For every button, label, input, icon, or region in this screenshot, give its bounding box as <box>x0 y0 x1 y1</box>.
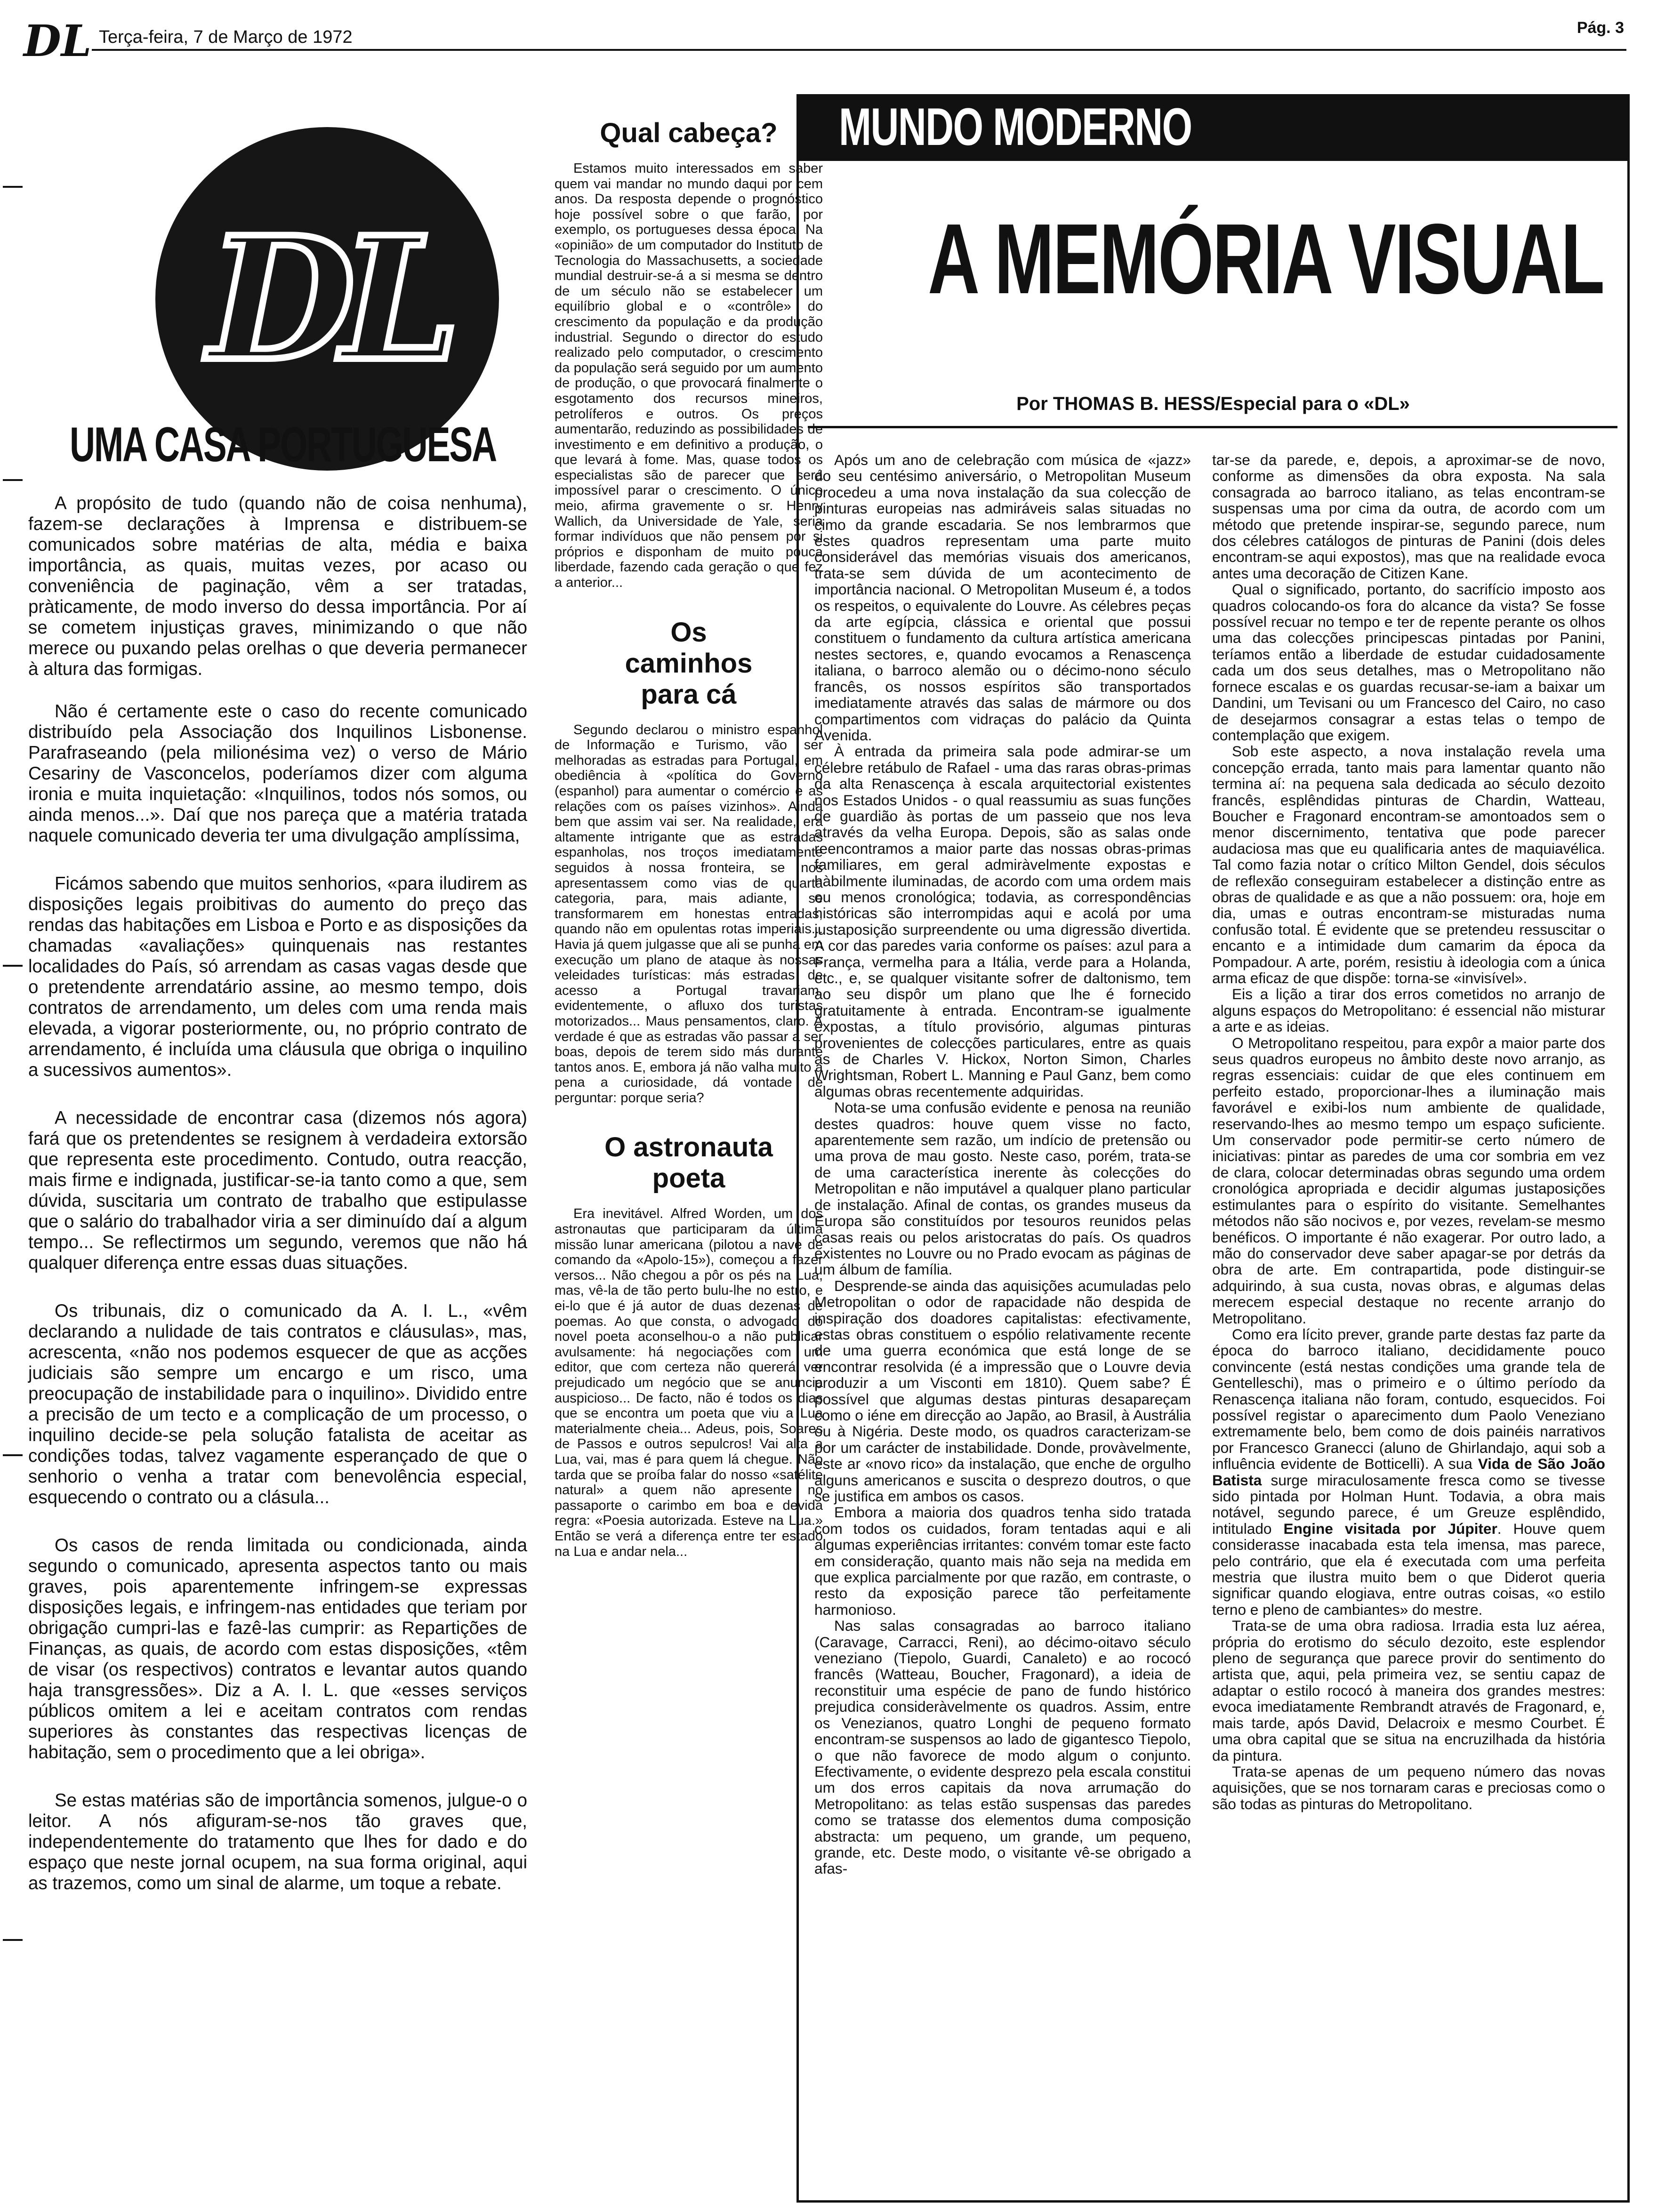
margin-mark <box>3 479 23 481</box>
byline-rule <box>808 426 1617 428</box>
paragraph: Não é certamente este o caso do recente comunicado distribuído pela Associação dos Inquilinos Lisbonense. Parafraseando (pela milionésima vez) o verso de Mário Cesariny de Vasconcelos, poderíamos dizer com alguma ironia e muita inquietação: «Inquilinos, todos nós somos, ou ainda menos...». Daí que nos pareça que a matéria tratada naquele comunicado deveria ter uma divulgação amplíssima, <box>28 701 527 846</box>
left-article <box>28 419 527 1915</box>
section-astronauta-poeta <box>555 1132 823 1559</box>
section-text: Estamos muito interessados em saber quem vai mandar no mundo daqui por cem anos. Da resposta depende o prognóstico hoje possível sobre o que farão, por exemplo, os portugueses dessa época. Na «opinião» de um computador do Instituto de Tecnologia do Massachusetts, a sociedade mundial destruir-se-á a si mesma se dentro de um século não se estabelecer um equilíbrio global e o «contrôle» do crescimento da população e da produção industrial. Segundo o director do estudo realizado pelo computador, o crescimento da população será seguido por um aumento de produção, o que provocará finalmente o esgotamento dos recursos mineiros, petrolíferos e outros. Os preços aumentarão, reduzindo as possibilidades de investimento e em definitivo a produção, o que levará à fome. Mas, quase todos os especialistas são de parecer que será impossível parar o crescimento. O único meio, afirma gravemente o sr. Henry Wallich, da Universidade de Yale, seria formar indivíduos que não pensem por si próprios e disponham de muito pouca liberdade, fazendo cada geração o que fez a anterior... <box>555 161 823 591</box>
masthead-rule <box>92 49 1626 51</box>
section-band-title: MUNDO MODERNO <box>839 97 1192 156</box>
article-title <box>796 203 1630 314</box>
paragraph: A propósito de tudo (quando não de coisa nenhuma), fazem-se declarações à Imprensa e distribuem-se comunicados sobre matérias de alta, média e baixa importância, as quais, muitas vezes, por acaso ou conveniência de paginação, vêm a ser tratadas, pràticamente, de modo inverso do dessa importância. Por aí se cometem injustiças graves, minimizando o que não merece ou puxando pelas orelhas o que deveria permanecer à altura das formigas. <box>28 493 527 679</box>
paragraph: Sob este aspecto, a nova instalação revela uma concepção errada, tanto mais para lamentar quanto não termina aí: na pequena sala dedicada ao século dezoito francês, esplêndidas pinturas de Chardin, Watteau, Boucher e Fragonard encontram-se amontoados sem o menor discernimento, tentativa que pode parecer audaciosa mas que eu qualificaria antes de maquiavélica. Tal como fazia notar o crítico Milton Gendel, dois séculos de reflexão conseguiram estabelecer a distinção entre as obras de qualidade e as que a não possuem: ora, hoje em dia, umas e outras encontram-se misturadas numa confusão total. É evidente que se pretendeu ressuscitar o encanto e a intimidade dum camarim da época da Pompadour. A arte, porém, resistiu à ideologia com a única arma eficaz de que dispõe: torna-se «invisível». <box>1212 743 1605 986</box>
left-article-headline: UMA CASA PORTUGUESA <box>70 417 497 472</box>
text-run: . Houve quem considerasse inacabada esta tela imensa, mas parece, pelo contrário, que ela é executada com uma perfeita mestria que ilustra muito bem o que Diderot queria significar quando elogiava, entre outras coisas, «o estilo terno e pleno de cambiantes» do mestre. <box>1212 1520 1605 1618</box>
paragraph: A necessidade de encontrar casa (dizemos nós agora) fará que os pretendentes se resignem à verdadeira extorsão que representa este procedimento. Contudo, outra reacção, mais firme e indignada, justificar-se-ia tanto como a que, sem dúvida, suscitaria um contrato de trabalho que estipulasse que o salário do trabalhador viria a ser diminuído daí a algum tempo... Se reflectirmos um segundo, veremos que não há qualquer diferença entre essas duas situações. <box>28 1108 527 1273</box>
section-heading: O astronauta poeta <box>604 1132 773 1194</box>
paragraph: Nota-se uma confusão evidente e penosa na reunião destes quadros: houve quem visse no facto, aparentemente sem razão, um indício de pretensão ou uma prova de mau gosto. Neste caso, porém, trata-se de uma característica inerente às colecções do Metropolitan e não imputável a qualquer plano particular de instalação. Afinal de contas, os grandes museus da Europa são constituídos por tesouros reunidos pelas casas reais ou pelos aristocratas do país. Os quadros existentes no Louvre ou no Prado evocam as páginas de um álbum de família. <box>814 1099 1191 1278</box>
paragraph: Nas salas consagradas ao barroco italiano (Caravage, Carracci, Reni), ao décimo-oitavo século veneziano (Tiepolo, Guardi, Canaleto) e ao rococó francês (Watteau, Boucher, Fragonard), a ideia de reconstituir uma espécie de pano de fundo histórico prejudica consideràvelmente os quadros. Assim, entre os Venezianos, quatro Longhi de pequeno formato encontram-se suspensos ao lado de gigantesco Tiepolo, o que não favorece de modo algum o conjunto. Efectivamente, o evidente desprezo pela escala constitui um dos erros capitais da nova arrumação do Metropolitano: as telas estão suspensas das paredes como se tratasse dos elementos duma composição abstracta: um pequeno, um grande, um pequeno, grande, etc. Deste modo, o visitante vê-se obrigado a afas- <box>814 1617 1191 1877</box>
section-heading: Qual cabeça? <box>600 118 778 148</box>
article-byline: Por THOMAS B. HESS/Especial para o «DL» <box>1016 393 1410 414</box>
paragraph: tar-se da parede, e, depois, a aproximar-se de novo, conforme as dimensões da obra exposta. Na sala consagrada ao barroco italiano, as telas encontram-se suspensas uma por cima da outra, de acordo com um método que pretende inspirar-se, segundo parece, num dos célebres catálogos de pinturas de Panini (dois deles encontram-se aqui expostos), mas que na realidade evoca antes uma decoração de Citizen Kane. <box>1212 451 1605 582</box>
section-heading: Os caminhos para cá <box>625 617 753 710</box>
paragraph: O Metropolitano respeitou, para expôr a maior parte dos seus quadros europeus no âmbito deste novo arranjo, as regras essenciais: cuidar de que eles continuem em perfeito estado, proporcionar-lhes a iluminação mais favorável e exibi-los num ambiente de qualidade, reservando-lhes ao mesmo tempo um espaço suficiente. Um conservador pode permitir-se certo número de iniciativas: pintar as paredes de uma cor sombria em vez de clara, colocar determinadas obras segundo uma ordem cronológica apropriada e decidir algumas justaposições estimulantes para o espírito do visitante. Semelhantes métodos não são nocivos e, por vezes, revelam-se mesmo benéficos. O importante é não exagerar. Por outro lado, a mão do conservador deve saber apagar-se por detrás da obra de arte. Em contrapartida, pode distinguir-se adquirindo, à sua custa, novas obras, e algumas delas merecem especial destaque no recente arranjo do Metropolitano. <box>1212 1034 1605 1327</box>
article-title-text: A MEMÓRIA VISUAL <box>928 203 1604 314</box>
paragraph: Trata-se apenas de um pequeno número das novas aquisições, que se nos tornaram caras e preciosas como o são todas as pinturas do Metropolitano. <box>1212 1763 1605 1812</box>
masthead-date: Terça-feira, 7 de Março de 1972 <box>99 27 353 47</box>
paragraph: Embora a maioria dos quadros tenha sido tratada com todos os cuidados, foram tentadas aqui e ali algumas experiências irritantes: convém tomar este facto em consideração, quanto mais não seja na medida em que explica parcialmente por que razão, em contraste, o resto da exposição parece tão perfeitamente harmonioso. <box>814 1504 1191 1618</box>
paragraph: Após um ano de celebração com música de «jazz» do seu centésimo aniversário, o Metropolitan Museum procedeu a uma nova instalação da sua colecção de pinturas europeias nas admiráveis salas situadas no cimo da grande escadaria. Se nos lembrarmos que estes quadros representam uma parte muito considerável das memórias visuais dos americanos, trata-se sem dúvida de um acontecimento de importância nacional. O Metropolitan Museum é, a todos os respeitos, o equivalente do Louvre. As célebres peças da arte egípcia, clássica e oriental que possui constituem o fundamento da cultura artística americana nestes sectores, e, quando evocamos a Renascença italiana, o barroco alemão ou o décimo-nono século francês, os nossos espíritos são transportados imediatamente através das salas de mármore ou dos compartimentos com vidraças do palácio da Quinta Avenida. <box>814 451 1191 744</box>
middle-column <box>555 118 823 1559</box>
paragraph: À entrada da primeira sala pode admirar-se um célebre retábulo de Rafael - uma das raras obras-primas da alta Renascença à escala arquitectorial existentes nos Estados Unidos - o qual reassumiu as suas funções de guardião às portas de um passeio que nos leva através da velha Europa. Depois, são as salas onde reencontramos a maior parte das nossas obras-primas familiares, em geral admiràvelmente expostas e hàbilmente iluminadas, de acordo com uma ordem mais ou menos cronológica; todavia, as correspondências históricas são interrompidas aqui e acolá por uma justaposição surpreendente ou uma digressão divertida. A cor das paredes varia conforme os países: azul para a França, vermelha para a Itália, verde para a Holanda, etc., e, se qualquer visitante sofrer de daltonismo, tem ao seu dispôr um plano que lhe é fornecido gratuitamente à entrada. Encontram-se igualmente expostas, a título provisório, algumas pinturas provenientes de colecções particulares, entre as quais as de Charles V. Hickox, Norton Simon, Charles Wrightsman, Robert L. Manning e Paul Ganz, bem como algumas obras recentemente adquiridas. <box>814 743 1191 1100</box>
masthead-logo: DL <box>24 16 92 66</box>
paragraph: Qual o significado, portanto, do sacrifício imposto aos quadros colocando-os fora do alcance da vista? Se fosse possível recuar no tempo e ter de repente perante os olhos uma das colecções principescas pintadas por Panini, teríamos então a liberdade de estudar cuidadosamente cada um dos seus detalhes, mas o Metropolitano não fornece escalas e os guardas recusar-se-iam a baixar um Dandini, um Tevisani ou um Francesco del Cairo, no caso de desejarmos consagrar a estas telas o tempo de contemplação que exigem. <box>1212 581 1605 744</box>
section-text: Segundo declarou o ministro espanhol de Informação e Turismo, vão ser melhoradas as estradas para Portugal, em obediência à «política do Governo (espanhol) para aumentar o comércio e as relações com os países vizinhos». Ainda bem que assim vai ser. Na realidade, era altamente intrigante que as estradas espanholas, nos troços imediatamente seguidos à nossa fronteira, se nos apresentassem como vias de quarta categoria, para, mais adiante, se transformarem em honestas entradas, quando não em opulentas rotas imperiais... Havia já quem julgasse que ali se punha em execução um plano de ataque às nossas veleidades turísticas: más estradas de acesso a Portugal travariam, evidentemente, o afluxo dos turistas motorizados... Maus pensamentos, claro. A verdade é que as estradas vão passar a ser boas, depois de terem sido más durante tantos anos. E, embora já não valha muito a pena a curiosidade, dá vontade de perguntar: porque seria? <box>555 722 823 1106</box>
right-article-column-1 <box>814 452 1191 1877</box>
paragraph <box>1212 1326 1605 1618</box>
section-os-caminhos <box>555 617 823 1106</box>
margin-mark <box>3 1939 23 1941</box>
paragraph: Trata-se de uma obra radiosa. Irradia esta luz aérea, própria do erotismo do século dezoito, este esplendor pleno de segurança que parece provir do sentimento do artista que, aqui, pela primeira vez, se sentiu capaz de adaptar o estilo rococó à maneira dos grandes mestres: evoca imediatamente Rembrandt através de Fragonard, e, mais tarde, após David, Delacroix e mesmo Courbet. É uma obra capital que se situa na encruzilhada da história da pintura. <box>1212 1617 1605 1764</box>
paragraph: Ficámos sabendo que muitos senhorios, «para iludirem as disposições legais proibitivas do aumento do preço das rendas das habitações em Lisboa e Porto e as disposições da chamadas «avaliações» quinquenais nas restantes localidades do País, só arrendam as casas vagas desde que o pretendente arrendatário assine, ao mesmo tempo, dois contratos de arrendamento, um deles com uma renda mais elevada, a vigorar posteriormente, ou, no próprio contrato de arrendamento, é incluída uma cláusula que obriga o inquilino a sucessivos aumentos». <box>28 874 527 1080</box>
paragraph: Os casos de renda limitada ou condicionada, ainda segundo o comunicado, apresenta aspectos tanto ou mais graves, pois aparentemente infringem-se expressas disposições legais, e infringem-nas entidades que teriam por obrigação cumpri-las e fazê-las cumprir: as Repartições de Finanças, as quais, de acordo com estas disposições, «têm de visar (os respectivos) contratos e levantar autos quando haja transgressões». Diz a A. I. L. que «esses serviços públicos omitem a lei e aceitam contratos com rendas superiores às constantes das respectivas licenças de habitação, sem o procedimento que a lei obriga». <box>28 1535 527 1763</box>
margin-mark <box>3 1454 23 1456</box>
right-article-column-2 <box>1212 452 1605 1812</box>
section-text: Era inevitável. Alfred Worden, um dos astronautas que participaram da última missão lunar americana (pilotou a nave de comando da «Apolo-15»), começou a fazer versos... Não chegou a pôr os pés na Lua, mas, vê-la de tão perto bulu-lhe no estro, e ei-lo que é já autor de duas dezenas de poemas. Ao que consta, o advogado do novel poeta aconselhou-o a não publicar avulsamente: há negociações com um editor, que com certeza não quererá ver prejudicado um negócio que se anuncia auspicioso... De facto, não é todos os dias que se encontra um poeta que viu a Lua materialmente cheia... Adeus, pois, Soares de Passos e outros sepulcros! Vai alta a Lua, vai, mas é para quem lá chegue. Não tarda que se proíba falar do nosso «satélite natural» a quem não apresente no passaporte o carimbo em boa e devida regra: «Poesia autorizada. Esteve na Lua.» Então se verá a diferença entre ter estado na Lua e andar nela... <box>555 1206 823 1559</box>
page-number: Pág. 3 <box>1577 19 1624 37</box>
section-qual-cabeca <box>555 118 823 591</box>
paragraph: Os tribunais, diz o comunicado da A. I. L., «vêm declarando a nulidade de tais contratos e cláusulas», mas, acrescenta, «não nos podemos esquecer de que as acções judiciais são sempre um encargo e um risco, uma preocupação de instabilidade para o inquilino». Dividido entre a precisão de um tecto e a complicação de um processo, o inquilino decide-se pela solução fatalista de aceitar as condições todas, talvez vagamente esperançado de que o senhorio o venha a tratar com benevolência especial, esquecendo o contrato ou a clásula... <box>28 1301 527 1507</box>
paragraph: Desprende-se ainda das aquisições acumuladas pelo Metropolitan o odor de rapacidade não despida de inspiração dos doadores capitalistas: efectivamente, estas obras constituem o espólio relativamente recente de uma guerra económica que está longe de se encontrar resolvida (é a impressão que o Louvre devia produzir a um Visconti em 1810). Quem sabe? É possível que algumas destas pinturas desapareçam como o iéne em direcção ao Japão, ao Brasil, à Austrália ou à Nigéria. Deste modo, os quadros caracterizam-se por um carácter de instabilidade. Donde, provàvelmente, este ar «novo rico» da instalação, que enche de orgulho alguns americanos e suscita o desprezo doutros, o que se justifica em ambos os casos. <box>814 1277 1191 1505</box>
paragraph: Eis a lição a tirar dos erros cometidos no arranjo de alguns espaços do Metropolitano: é essencial não misturar a arte e as ideias. <box>1212 986 1605 1035</box>
text-run: surge miraculosamente fresca como se tivesse sido pintada por Holman Hunt. Todavia, a obra mais notável, segundo parece, é um Greuze esplêndido, intitulado <box>1212 1471 1605 1537</box>
artwork-title: Vida de São João Batista <box>1212 1455 1605 1489</box>
section-band <box>796 94 1630 161</box>
dl-logo-letters: DL <box>208 199 446 399</box>
margin-mark <box>3 186 23 188</box>
paragraph: Se estas matérias são de importância somenos, julgue-o o leitor. A nós afiguram-se-nos tão graves que, independentemente do tratamento que lhes for dado e do espaço que neste jornal ocupem, na sua forma original, aqui as trazemos, como um sinal de alarme, um toque a rebate. <box>28 1790 527 1893</box>
margin-mark <box>3 965 23 967</box>
left-article-body <box>28 493 527 1894</box>
text-run: Como era lícito prever, grande parte destas faz parte da época do barroco italiano, decididamente pouco convincente (está nestas condições uma grande tela de Gentelleschi), mas o primeiro e o último período da Renascença italiana não foram, contudo, esquecidos. Foi possível registar o aparecimento dum Paolo Veneziano extremamente belo, bem como de dois painéis narrativos por Francesco Granecci (aluno de Ghirlandajo, aqui sob a influência evidente de Botticelli). A sua <box>1212 1325 1605 1473</box>
artwork-title: Engine visitada por Júpiter <box>1283 1520 1497 1537</box>
